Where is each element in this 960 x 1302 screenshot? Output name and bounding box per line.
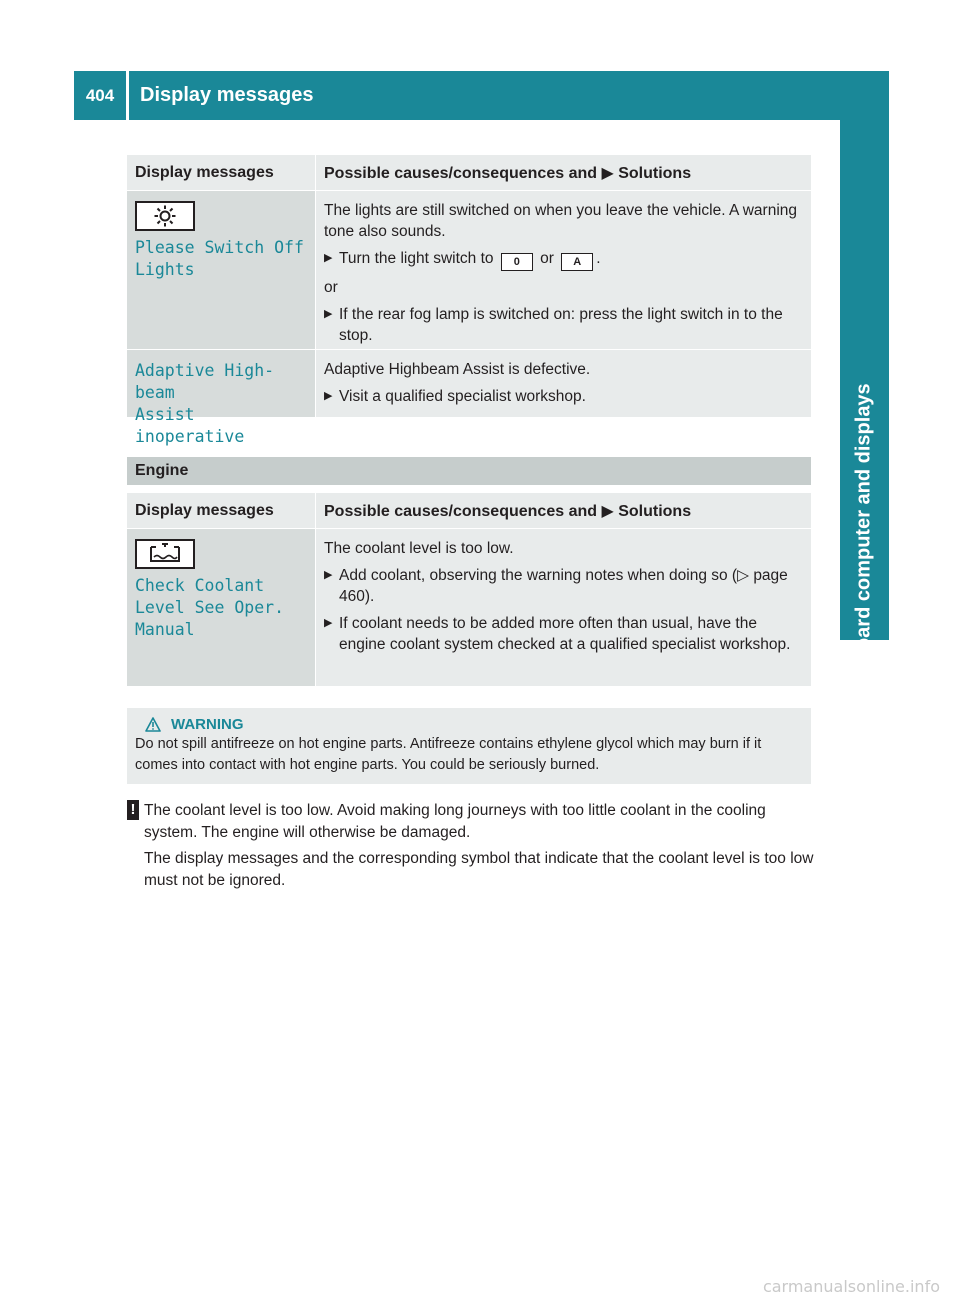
- light-switch-off-symbol: 0: [501, 253, 533, 271]
- step-arrow-icon: ▶: [324, 308, 333, 320]
- cause-text: The lights are still switched on when you leave the vehicle. A warning tone also sounds.: [324, 202, 798, 240]
- step-arrow-icon: ▶: [324, 252, 333, 264]
- coolant-level-icon: [135, 539, 195, 569]
- col-header-solutions: Possible causes/consequences and ▶ Solutions: [316, 155, 811, 190]
- warning-triangle-icon: [145, 717, 161, 732]
- table-row: [127, 529, 811, 686]
- chapter-label: On-board computer and displays: [852, 383, 875, 697]
- display-message-text: Adaptive High-beam Assist inoperative: [135, 361, 275, 446]
- message-cell: [127, 529, 315, 686]
- step-arrow-icon: ▶: [324, 390, 333, 402]
- table-header-row: [127, 493, 811, 528]
- engine-messages-table: [127, 493, 811, 686]
- footer-watermark: carmanualsonline.info: [762, 1277, 940, 1296]
- warning-title: WARNING: [171, 715, 244, 733]
- chapter-tab: [840, 120, 889, 697]
- col-header-display-messages: Display messages: [127, 493, 315, 528]
- warning-heading: [145, 714, 803, 734]
- solution-step: ▶ If the rear fog lamp is switched on: press the light switch in to the stop.: [324, 306, 783, 344]
- message-cell: [127, 191, 315, 349]
- solution-step: ▶ Visit a qualified specialist workshop.: [324, 388, 586, 405]
- solution-cell: [316, 529, 811, 686]
- note-paragraph: The coolant level is too low. Avoid making long journeys with too little coolant in the cooling system. The engine will otherwise be damaged.: [144, 802, 766, 841]
- header-divider: [126, 71, 129, 120]
- solution-step: ▶ Add coolant, observing the warning notes when doing so (▷ page 460).: [324, 567, 788, 605]
- col-header-solutions: Possible causes/consequences and ▶ Solutions: [316, 493, 811, 528]
- caution-mark-icon: !: [127, 800, 139, 820]
- col-header-display-messages: Display messages: [127, 155, 315, 190]
- or-text: or: [324, 279, 338, 296]
- table-row: [127, 350, 811, 446]
- page-number: 404: [85, 85, 115, 105]
- section-heading-engine: Engine: [127, 457, 811, 485]
- light-switch-auto-symbol: A: [561, 253, 593, 271]
- table-row: [127, 191, 811, 349]
- page-header: [74, 71, 889, 120]
- page-title: Display messages: [140, 84, 314, 106]
- solution-cell: [316, 191, 811, 349]
- light-bulb-icon: [135, 201, 195, 231]
- solution-cell: [316, 350, 811, 417]
- cause-text: The coolant level is too low.: [324, 540, 514, 557]
- display-message-text: Please Switch Off Lights: [135, 238, 304, 279]
- warning-text: Do not spill antifreeze on hot engine parts. Antifreeze contains ethylene glycol which may burn if it comes into contact with hot engine parts. You could be seriously burned.: [135, 736, 762, 773]
- message-cell: [127, 350, 315, 446]
- cause-text: Adaptive Highbeam Assist is defective.: [324, 361, 591, 378]
- solution-step: ▶ Turn the light switch to 0 or A .: [324, 248, 803, 271]
- caution-note: [127, 800, 817, 896]
- step-arrow-icon: ▶: [324, 617, 333, 629]
- note-paragraph: The display messages and the corresponding symbol that indicate that the coolant level is too low must not be ignored.: [144, 850, 814, 889]
- table-header-row: [127, 155, 811, 190]
- warning-box: [127, 708, 811, 784]
- lights-messages-table: [127, 155, 811, 446]
- step-arrow-icon: ▶: [324, 569, 333, 581]
- display-message-text: Check Coolant Level See Oper. Manual: [135, 576, 285, 639]
- solution-step: ▶ If coolant needs to be added more often than usual, have the engine coolant system checked at a qualified specialist workshop.: [324, 615, 791, 653]
